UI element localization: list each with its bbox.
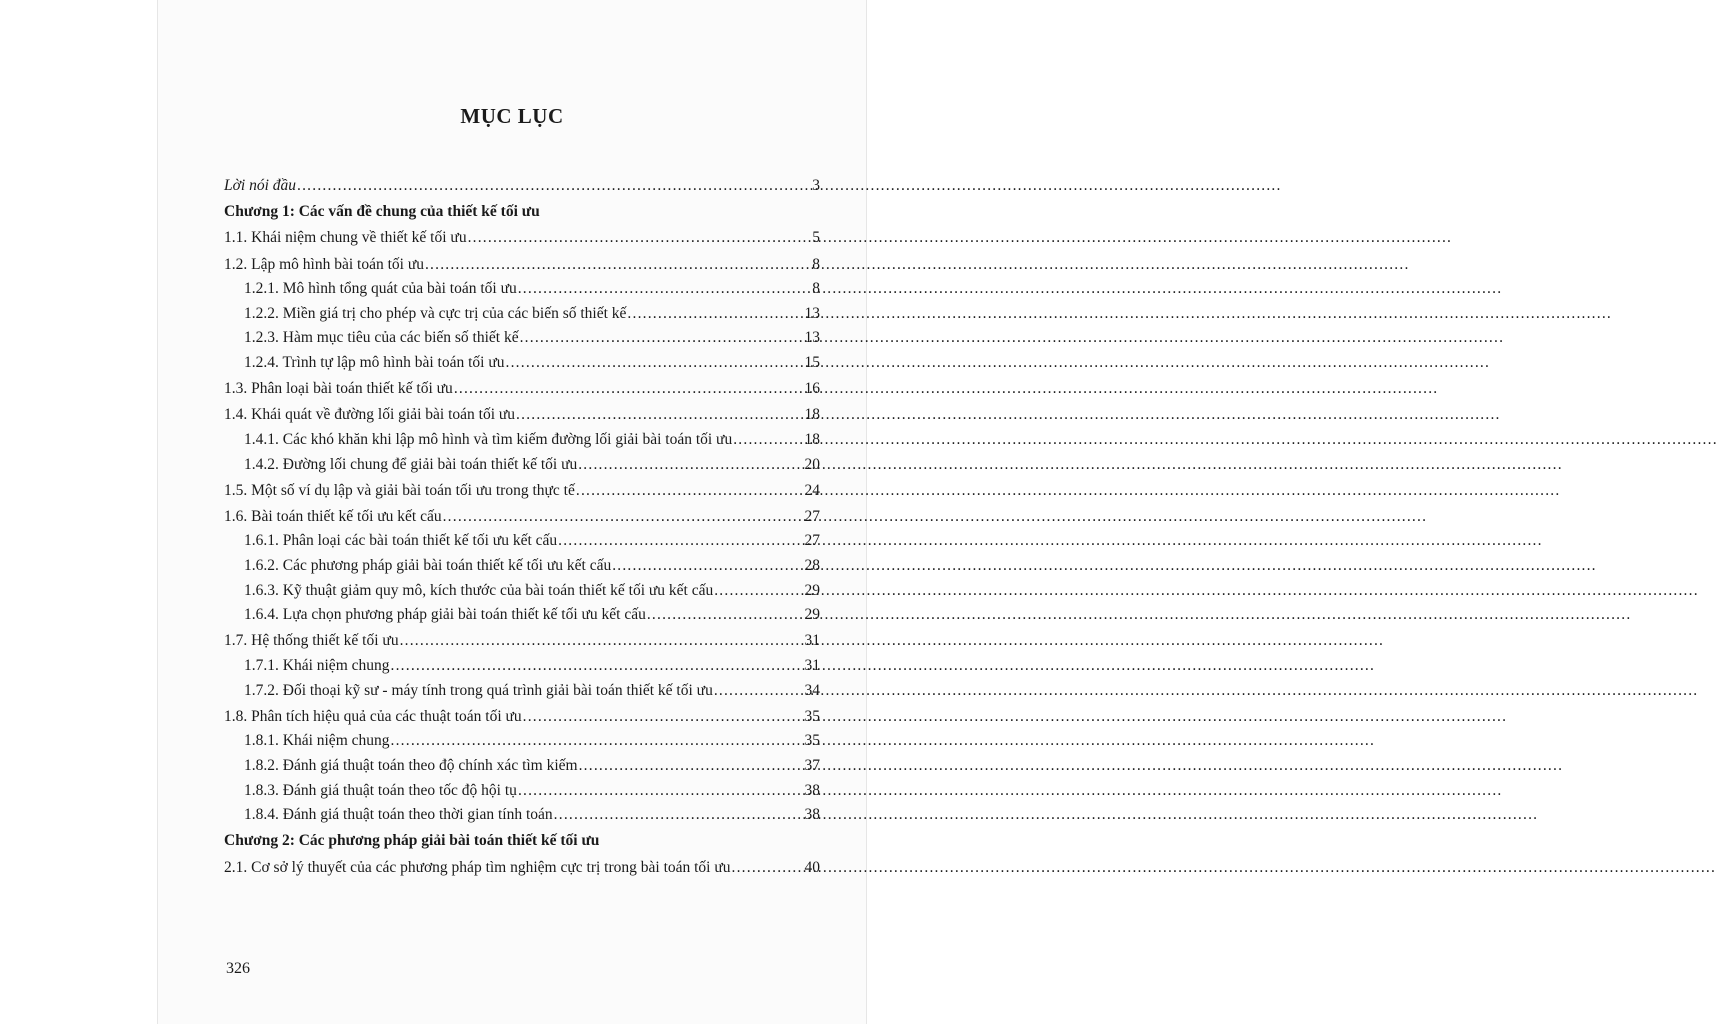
toc-entry-page: 13 <box>804 329 820 347</box>
toc-entry-page: 15 <box>804 353 820 371</box>
toc-entry-page: 8 <box>812 280 820 298</box>
page-number: 326 <box>226 960 250 977</box>
toc-entry <box>224 529 820 554</box>
toc-entry-page: 29 <box>804 606 820 624</box>
toc-entry-page: 31 <box>804 632 820 650</box>
toc-entry-page: 28 <box>804 557 820 575</box>
toc-dot-leader <box>554 803 804 828</box>
toc-entry-page: 35 <box>804 707 820 725</box>
toc-dot-leader <box>516 403 803 428</box>
toc-dot-leader <box>400 629 804 654</box>
toc-entry-page: 18 <box>804 406 820 424</box>
toc-entry <box>224 351 820 376</box>
toc-entry-page: 37 <box>804 757 820 774</box>
toc-entry <box>224 453 820 478</box>
toc-entry-label: 1.7.2. Đối thoại kỹ sư - máy tính trong quá trình giải bài toán thiết kế tối ưu <box>244 681 713 699</box>
toc-dot-leader <box>558 529 803 554</box>
toc-dot-leader <box>612 554 803 579</box>
toc-dot-leader <box>468 226 812 251</box>
toc-entry-label: Lời nói đầu <box>224 177 297 194</box>
toc-entry-label: 1.7.1. Khái niệm chung <box>244 657 390 675</box>
toc-entry-page: 38 <box>804 781 820 799</box>
toc-dot-leader <box>523 705 804 730</box>
toc-entry-label: 1.5. Một số ví dụ lập và giải bài toán tối ưu trong thực tế <box>224 481 575 499</box>
toc-entry-page: 3 <box>812 177 820 194</box>
toc-dot-leader <box>520 326 804 351</box>
toc-entry-label: 1.8.4. Đánh giá thuật toán theo thời gian tính toán <box>244 806 553 824</box>
toc-entry-label: 1.4.1. Các khó khăn khi lập mô hình và tìm kiếm đường lối giải bài toán tối ưu <box>244 430 733 448</box>
toc-entry-label: 1.6.1. Phân loại các bài toán thiết kế tối ưu kết cấu <box>244 532 558 550</box>
toc-entry-label: 1.2.4. Trình tự lập mô hình bài toán tối ưu <box>244 353 505 371</box>
toc-entry-page: 38 <box>804 806 820 824</box>
toc-entry-label: 1.8.2. Đánh giá thuật toán theo độ chính xác tìm kiếm <box>244 757 578 774</box>
toc-entry-label: 1.2.2. Miền giá trị cho phép và cực trị của các biến số thiết kế <box>244 304 627 322</box>
toc-dot-leader <box>579 754 804 779</box>
toc-entry-page: 29 <box>804 581 820 599</box>
toc-dot-leader <box>714 679 804 704</box>
toc-dot-leader <box>391 654 804 679</box>
toc-entry-page: 34 <box>804 681 820 699</box>
toc-entry-page: 24 <box>804 481 820 499</box>
toc-entry <box>224 554 820 579</box>
toc-entry <box>224 729 820 754</box>
toc-entry <box>224 277 820 302</box>
toc-dot-leader <box>733 428 803 453</box>
toc-entry-label: 1.2.1. Mô hình tổng quát của bài toán tối ưu <box>244 280 517 298</box>
toc-dot-leader <box>518 277 812 302</box>
toc-entry-page: 20 <box>804 455 820 473</box>
toc-entry <box>224 403 820 428</box>
toc-chapter-heading <box>224 829 820 854</box>
table-of-contents <box>224 174 820 880</box>
toc-entry-page: 5 <box>812 229 820 247</box>
toc-entry <box>224 479 820 504</box>
toc-entry <box>224 679 820 704</box>
toc-entry <box>224 779 820 804</box>
toc-entry-label: 1.6.3. Kỹ thuật giảm quy mô, kích thước của bài toán thiết kế tối ưu kết cấu <box>244 581 714 599</box>
toc-entry <box>224 428 820 453</box>
toc-dot-leader <box>518 779 804 804</box>
toc-entry <box>224 377 820 402</box>
toc-entry-label: 1.1. Khái niệm chung về thiết kế tối ưu <box>224 229 467 247</box>
toc-dot-leader <box>506 351 804 376</box>
toc-dot-leader <box>576 479 804 504</box>
toc-entry <box>224 803 820 828</box>
toc-entry-page: 13 <box>804 304 820 322</box>
toc-entry <box>224 603 820 628</box>
toc-entry-label: 1.7. Hệ thống thiết kế tối ưu <box>224 632 399 650</box>
toc-entry-page: 27 <box>804 532 820 550</box>
toc-chapter-heading <box>224 200 820 225</box>
toc-dot-leader <box>425 253 811 278</box>
toc-entry-label: 1.2. Lập mô hình bài toán tối ưu <box>224 255 424 273</box>
toc-entry-label: 1.4.2. Đường lối chung để giải bài toán thiết kế tối ưu <box>244 455 578 473</box>
toc-dot-leader <box>297 174 811 199</box>
toc-entry-label: Chương 1: Các vấn đề chung của thiết kế tối ưu <box>224 203 540 221</box>
toc-entry-label: 1.8.1. Khái niệm chung <box>244 732 390 750</box>
toc-entry-label: 1.8. Phân tích hiệu quả của các thuật toán tối ưu <box>224 707 522 725</box>
toc-dot-leader <box>443 505 804 530</box>
toc-entry-label: 1.3. Phân loại bài toán thiết kế tối ưu <box>224 380 453 398</box>
toc-entry-page: 27 <box>804 507 820 525</box>
toc-dot-leader <box>732 856 804 881</box>
toc-entry-label: 1.2.3. Hàm mục tiêu của các biến số thiết kế <box>244 329 519 347</box>
toc-entry-label: 1.6.4. Lựa chọn phương pháp giải bài toán thiết kế tối ưu kết cấu <box>244 606 646 624</box>
toc-entry <box>224 654 820 679</box>
toc-dot-leader <box>714 579 803 604</box>
toc-entry <box>224 302 820 327</box>
toc-entry <box>224 326 820 351</box>
toc-dot-leader <box>454 377 804 402</box>
toc-entry-label: 2.1. Cơ sở lý thuyết của các phương pháp tìm nghiệm cực trị trong bài toán tối ưu <box>224 858 731 876</box>
toc-entry <box>224 226 820 251</box>
toc-entry <box>224 579 820 604</box>
toc-entry-label: 1.8.3. Đánh giá thuật toán theo tốc độ hội tụ <box>244 781 517 799</box>
toc-entry <box>224 856 820 881</box>
toc-entry-label: 1.6.2. Các phương pháp giải bài toán thiết kế tối ưu kết cấu <box>244 557 612 575</box>
toc-entry <box>224 629 820 654</box>
toc-entry <box>224 253 820 278</box>
toc-dot-leader <box>647 603 804 628</box>
toc-entry-page: 16 <box>804 380 820 398</box>
toc-entry <box>224 705 820 730</box>
toc-dot-leader <box>627 302 803 327</box>
toc-entry-label: 1.6. Bài toán thiết kế tối ưu kết cấu <box>224 507 442 525</box>
toc-entry-page: 35 <box>804 732 820 750</box>
toc-entry <box>224 754 820 779</box>
toc-title: MỤC LỤC <box>460 104 564 128</box>
toc-entry-page: 40 <box>804 858 820 876</box>
toc-dot-leader <box>578 453 803 478</box>
toc-entry-label: Chương 2: Các phương pháp giải bài toán thiết kế tối ưu <box>224 832 600 850</box>
toc-entry <box>224 174 820 199</box>
toc-entry <box>224 505 820 530</box>
toc-entry-label: 1.4. Khái quát về đường lối giải bài toán tối ưu <box>224 406 516 424</box>
toc-dot-leader <box>391 729 804 754</box>
toc-entry-page: 31 <box>804 657 820 675</box>
toc-entry-page: 18 <box>804 430 820 448</box>
toc-entry-page: 8 <box>812 255 820 273</box>
